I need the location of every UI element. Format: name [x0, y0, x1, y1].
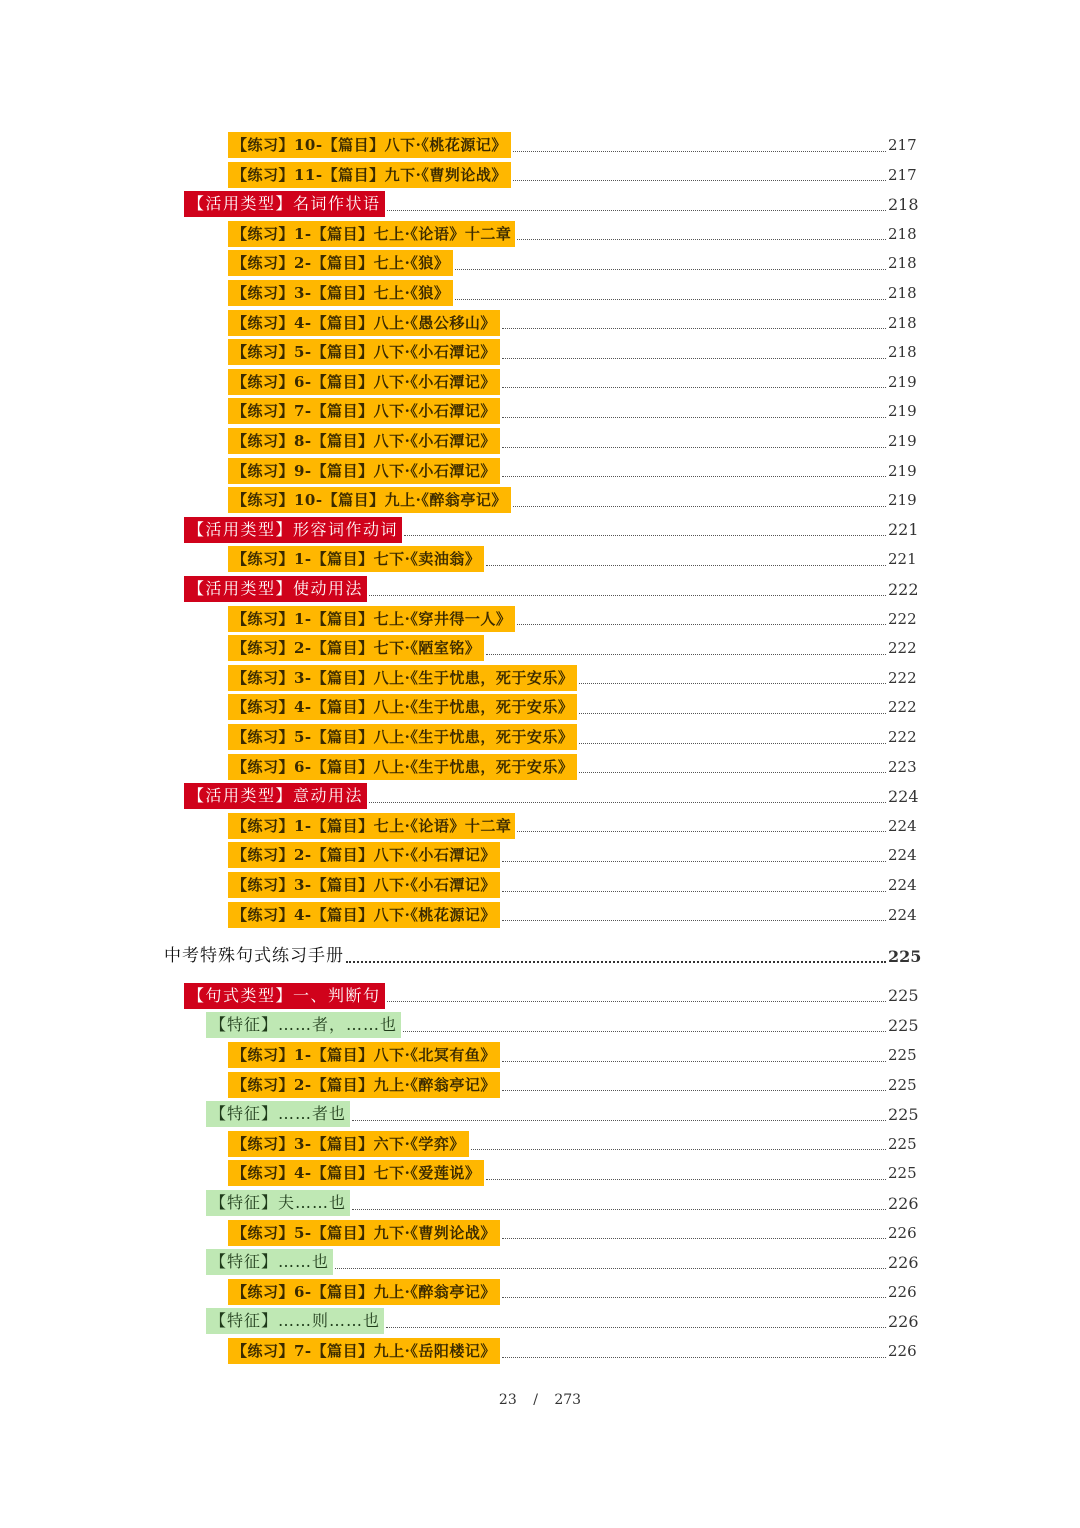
- toc-entry[interactable]: [228, 1041, 916, 1069]
- toc-entry[interactable]: [228, 841, 916, 869]
- toc-entry[interactable]: [228, 693, 916, 721]
- dot-leader: [502, 447, 886, 448]
- toc-entry-page: 219: [888, 402, 917, 421]
- toc-entry-label: 【练习】3-【篇目】六下·《学弈》: [228, 1131, 469, 1157]
- toc-entry-page: 218: [888, 224, 917, 243]
- dot-leader: [386, 1327, 886, 1328]
- toc-entry[interactable]: [228, 427, 916, 455]
- dot-leader: [579, 772, 886, 773]
- toc-entry-page: 218: [888, 343, 917, 362]
- dot-leader: [579, 743, 886, 744]
- toc-entry[interactable]: [228, 249, 916, 277]
- toc-entry-page: 218: [888, 254, 917, 273]
- toc-entry[interactable]: [228, 161, 916, 189]
- dot-leader: [486, 565, 886, 566]
- toc-entry-label: 【练习】2-【篇目】七上·《狼》: [228, 250, 453, 276]
- dot-leader: [502, 1357, 886, 1358]
- toc-entry[interactable]: [228, 1278, 916, 1306]
- page-separator: /: [533, 1392, 538, 1408]
- dot-leader: [502, 387, 886, 388]
- toc-entry-label: 【练习】8-【篇目】八下·《小石潭记》: [228, 428, 500, 454]
- toc-entry[interactable]: [228, 1337, 916, 1365]
- toc-entry-page: 225: [888, 1134, 917, 1153]
- toc-entry-label: 【练习】4-【篇目】七下·《爱莲说》: [228, 1160, 484, 1186]
- toc-entry[interactable]: [228, 901, 916, 929]
- toc-entry-label: 【句式类型】一、判断句: [184, 983, 385, 1009]
- toc-entry-label: 【练习】2-【篇目】七下·《陋室铭》: [228, 635, 484, 661]
- toc-entry[interactable]: [228, 397, 916, 425]
- toc-entry-label: 【练习】6-【篇目】九上·《醉翁亭记》: [228, 1279, 500, 1305]
- toc-entry-label: 【特征】……也: [206, 1249, 333, 1275]
- toc-entry-page: 217: [888, 165, 917, 184]
- toc-entry-page: 222: [888, 579, 919, 599]
- toc-entry-page: 219: [888, 461, 917, 480]
- dot-leader: [455, 269, 886, 270]
- toc-entry-label: 【练习】1-【篇目】八下·《北冥有鱼》: [228, 1042, 500, 1068]
- toc-entry-page: 224: [888, 846, 917, 865]
- dot-leader: [486, 654, 886, 655]
- toc-entry[interactable]: [184, 575, 919, 603]
- dot-leader: [404, 535, 886, 536]
- toc-entry-label: 【活用类型】意动用法: [184, 783, 367, 809]
- toc-entry-page: 226: [888, 1282, 917, 1301]
- toc-entry-page: 219: [888, 491, 917, 510]
- toc-entry-label: 【练习】2-【篇目】八下·《小石潭记》: [228, 842, 500, 868]
- toc-entry-label: 【特征】……者也: [206, 1101, 350, 1127]
- dot-leader: [579, 713, 886, 714]
- dot-leader: [502, 1238, 886, 1239]
- dot-leader: [502, 861, 886, 862]
- dot-leader: [387, 210, 886, 211]
- toc-entry[interactable]: [228, 1130, 916, 1158]
- toc-entry-label: 【练习】3-【篇目】七上·《狼》: [228, 280, 453, 306]
- toc-entry-label: 中考特殊句式练习手册: [164, 946, 344, 967]
- toc-entry-page: 226: [888, 1252, 919, 1272]
- toc-entry-label: 【特征】夫……也: [206, 1190, 350, 1216]
- total-page-count: 273: [554, 1392, 582, 1408]
- toc-entry-label: 【练习】3-【篇目】八上·《生于忧患，死于安乐》: [228, 665, 577, 691]
- toc-entry[interactable]: [228, 1159, 916, 1187]
- toc-entry-label: 【练习】4-【篇目】八下·《桃花源记》: [228, 902, 500, 928]
- toc-entry[interactable]: [228, 368, 916, 396]
- toc-entry[interactable]: [228, 664, 916, 692]
- toc-entry[interactable]: [228, 309, 916, 337]
- toc-entry-page: 226: [888, 1193, 919, 1213]
- toc-entry[interactable]: [228, 486, 916, 514]
- toc-entry-page: 219: [888, 372, 917, 391]
- dot-leader: [513, 151, 886, 152]
- toc-entry-label: 【特征】……则……也: [206, 1308, 384, 1334]
- toc-entry[interactable]: [228, 753, 916, 781]
- toc-entry[interactable]: [206, 1100, 919, 1128]
- toc-entry-page: 224: [888, 816, 917, 835]
- toc-entry[interactable]: [228, 338, 916, 366]
- dot-leader: [403, 1031, 886, 1032]
- toc-entry-label: 【练习】6-【篇目】八上·《生于忧患，死于安乐》: [228, 754, 577, 780]
- toc-entry[interactable]: [228, 279, 916, 307]
- toc-entry-page: 225: [888, 1075, 917, 1094]
- dot-leader: [502, 891, 886, 892]
- toc-entry[interactable]: [164, 942, 922, 970]
- toc-entry-page: 225: [888, 1015, 919, 1035]
- toc-entry[interactable]: [228, 545, 916, 573]
- toc-entry-page: 224: [888, 905, 917, 924]
- toc-entry-page: 225: [888, 1046, 917, 1064]
- toc-entry-page: 221: [888, 550, 917, 569]
- toc-entry[interactable]: [206, 1248, 919, 1276]
- dot-leader: [352, 1209, 886, 1210]
- toc-entry[interactable]: [206, 1307, 919, 1335]
- toc-entry-page: 222: [888, 668, 917, 687]
- dot-leader: [346, 961, 886, 963]
- toc-entry-label: 【练习】1-【篇目】七上·《穿井得一人》: [228, 606, 515, 632]
- toc-entry[interactable]: [184, 982, 919, 1010]
- toc-entry-page: 225: [888, 986, 919, 1006]
- dot-leader: [579, 683, 886, 684]
- toc-entry[interactable]: [228, 723, 916, 751]
- toc-entry-label: 【练习】6-【篇目】八下·《小石潭记》: [228, 369, 500, 395]
- toc-entry-label: 【练习】9-【篇目】八下·《小石潭记》: [228, 458, 500, 484]
- toc-entry-page: 226: [888, 1311, 919, 1331]
- current-page-number: 23: [498, 1392, 517, 1408]
- dot-leader: [471, 1149, 886, 1150]
- dot-leader: [502, 476, 886, 477]
- dot-leader: [335, 1268, 886, 1269]
- dot-leader: [513, 506, 886, 507]
- toc-entry[interactable]: [228, 220, 916, 248]
- toc-entry-page: 217: [888, 136, 917, 154]
- toc-entry-page: 225: [888, 1104, 919, 1124]
- toc-entry-label: 【特征】……者，……也: [206, 1012, 401, 1038]
- toc-entry-page: 222: [888, 609, 917, 628]
- toc-entry-page: 222: [888, 698, 917, 717]
- toc-entry-label: 【练习】3-【篇目】八下·《小石潭记》: [228, 872, 500, 898]
- toc-entry-page: 225: [888, 1164, 917, 1183]
- toc-entry-label: 【练习】2-【篇目】九上·《醉翁亭记》: [228, 1072, 500, 1098]
- toc-entry[interactable]: [206, 1011, 919, 1039]
- toc-entry[interactable]: [184, 782, 919, 810]
- toc-entry[interactable]: [228, 1071, 916, 1099]
- toc-entry-label: 【练习】5-【篇目】八下·《小石潭记》: [228, 339, 500, 365]
- toc-entry-label: 【活用类型】使动用法: [184, 576, 367, 602]
- toc-entry-label: 【练习】5-【篇目】九下·《曹刿论战》: [228, 1220, 500, 1246]
- toc-entry-label: 【练习】11-【篇目】九下·《曹刿论战》: [228, 162, 511, 188]
- toc-entry-page: 219: [888, 432, 917, 450]
- dot-leader: [502, 1061, 886, 1062]
- toc-entry-label: 【活用类型】形容词作动词: [184, 517, 402, 543]
- toc-entry-label: 【练习】7-【篇目】八下·《小石潭记》: [228, 398, 500, 424]
- dot-leader: [502, 1297, 886, 1298]
- toc-entry-label: 【练习】10-【篇目】九上·《醉翁亭记》: [228, 487, 511, 513]
- toc-entry-page: 218: [888, 313, 917, 332]
- toc-entry-page: 218: [888, 284, 917, 302]
- dot-leader: [387, 1001, 886, 1002]
- toc-entry[interactable]: [228, 871, 916, 899]
- toc-entry-label: 【练习】7-【篇目】九上·《岳阳楼记》: [228, 1338, 500, 1364]
- dot-leader: [502, 417, 886, 418]
- toc-entry-label: 【练习】1-【篇目】七上·《论语》十二章: [228, 813, 515, 839]
- toc-entry-label: 【练习】1-【篇目】七上·《论语》十二章: [228, 221, 515, 247]
- dot-leader: [352, 1120, 886, 1121]
- toc-entry-label: 【练习】10-【篇目】八下·《桃花源记》: [228, 132, 511, 158]
- toc-entry-label: 【练习】1-【篇目】七下·《卖油翁》: [228, 546, 484, 572]
- dot-leader: [513, 180, 886, 181]
- dot-leader: [517, 831, 886, 832]
- toc-entry[interactable]: [184, 190, 919, 218]
- toc-entry-page: 224: [888, 876, 917, 894]
- dot-leader: [517, 624, 886, 625]
- toc-entry[interactable]: [206, 1189, 919, 1217]
- toc-entry-page: 221: [888, 520, 919, 540]
- dot-leader: [502, 358, 886, 359]
- toc-entry[interactable]: [228, 634, 916, 662]
- toc-entry-label: 【练习】4-【篇目】八上·《生于忧患，死于安乐》: [228, 694, 577, 720]
- toc-entry[interactable]: [228, 457, 916, 485]
- toc-entry-page: 226: [888, 1223, 917, 1242]
- dot-leader: [502, 1090, 886, 1091]
- toc-entry-page: 218: [888, 194, 919, 214]
- dot-leader: [369, 595, 886, 596]
- dot-leader: [369, 802, 886, 803]
- toc-entry-page: 222: [888, 728, 917, 746]
- toc-entry[interactable]: [228, 812, 916, 840]
- dot-leader: [502, 920, 886, 921]
- toc-entry-label: 【练习】5-【篇目】八上·《生于忧患，死于安乐》: [228, 724, 577, 750]
- toc-entry[interactable]: [228, 131, 916, 159]
- toc-entry-page: 222: [888, 639, 917, 658]
- toc-entry-page: 226: [888, 1342, 917, 1360]
- dot-leader: [517, 239, 886, 240]
- toc-entry[interactable]: [184, 516, 919, 544]
- toc-entry-page: 223: [888, 757, 917, 776]
- toc-entry-label: 【活用类型】名词作状语: [184, 191, 385, 217]
- dot-leader: [486, 1179, 886, 1180]
- page-number-footer: [0, 1392, 1080, 1408]
- toc-entry-page: 225: [888, 946, 922, 966]
- dot-leader: [455, 299, 886, 300]
- toc-entry-label: 【练习】4-【篇目】八上·《愚公移山》: [228, 310, 500, 336]
- toc-entry-page: 224: [888, 786, 919, 806]
- dot-leader: [502, 328, 886, 329]
- toc-entry[interactable]: [228, 1219, 916, 1247]
- toc-entry[interactable]: [228, 605, 916, 633]
